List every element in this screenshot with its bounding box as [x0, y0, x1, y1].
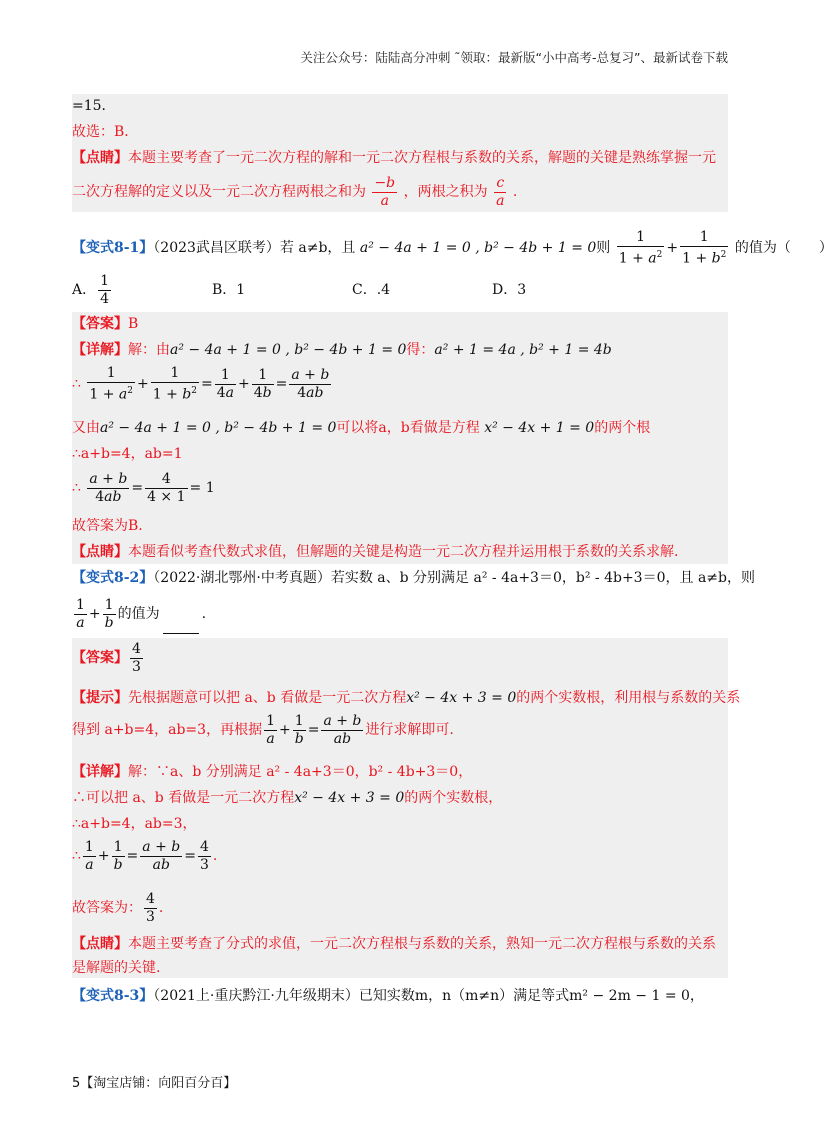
variant-8-1-question	[72, 228, 833, 308]
question-line	[72, 986, 704, 1006]
therefore-symbol: ∴	[72, 480, 81, 496]
hint-text: 进行求解即可.	[365, 722, 454, 738]
question-text: 的值为（ ）	[734, 240, 833, 256]
note-line	[72, 542, 678, 562]
detail-line-5: 故答案为： $\frac{4}{3}$ .	[72, 890, 164, 925]
prev-note-line-1	[72, 148, 716, 168]
question-text: （2021上·重庆黔江·九年级期末）已知实数m，n（m≠n）满足等式m² − 2m − 1 = 0，	[153, 988, 704, 1004]
option-d[interactable]: D．3	[492, 282, 527, 298]
note-text: 本题看似考查代数式求值，但解题的关键是构造一元二次方程并运用根于系数的关系求解.	[128, 544, 679, 560]
prev-line-1: =15．	[72, 98, 116, 114]
fraction-neg-b-over-a: $\frac{-b}{a}$	[374, 174, 396, 209]
detail-text: 解：∵a、b 分别满足 a² - 4a+3＝0，b² - 4b+3＝0，	[128, 764, 473, 780]
hint-tag: 【提示】	[72, 690, 128, 706]
answer-line	[72, 314, 138, 334]
page-header: 关注公众号：陆陆高分冲刺 ˜领取：最新版“小中高考-总复习”、最新试卷下载	[300, 50, 728, 65]
prev-line-2: 故选：B．	[72, 124, 139, 140]
variant-8-2-solution	[72, 638, 741, 978]
detail-line-1	[72, 762, 472, 782]
page-footer: 5【淘宝店铺：向阳百分百】	[72, 1076, 237, 1091]
equation: a² − 4a + 1 = 0 , b² − 4b + 1 = 0	[170, 342, 407, 358]
note-line-2: 是解题的关键.	[72, 960, 161, 976]
hint-line-2: 得到 a+b=4，ab=3，再根据 $\frac{1}{a}$ + $\frac{1}{b}$ = $\frac{a + b}{ab}$ 进行求解即可.	[72, 712, 454, 747]
answer-fraction: $\frac{4}{3}$	[132, 640, 141, 675]
result: = 1	[189, 480, 215, 496]
note-text: 二次方程解的定义以及一元二次方程两根之和为	[72, 184, 366, 200]
question-text: （2022·湖北鄂州·中考真题）若实数 a、b 分别满足 a² - 4a+3＝0，b² - 4b+3＝0，且 a≠b，则	[153, 570, 755, 586]
detail-text: 得：	[406, 342, 435, 358]
equation: a² − 4a + 1 = 0 , b² − 4b + 1 = 0	[100, 420, 337, 436]
variant-tag: 【变式8-1】	[72, 240, 154, 256]
hint-line-1	[72, 688, 740, 708]
detail-line-2: ∴ $\frac{1}{1 + a^2}$ + $\frac{1}{1 + b^2}$ = $\frac{1}{4a}$ + $\frac{1}{4b}$ = $\frac{a + b}{4ab}$	[72, 364, 330, 403]
detail-line-4: ∴ $\frac{1}{a}$ + $\frac{1}{b}$ = $\frac{a + b}{ab}$ = $\frac{4}{3}$ .	[72, 838, 218, 873]
detail-line-2	[72, 788, 502, 808]
option-b[interactable]: B．1	[212, 282, 246, 298]
equation: x² − 4x + 1 = 0	[484, 420, 595, 436]
note-tag: 【点睛】	[72, 544, 128, 560]
fraction-c-over-a: $\frac{c}{a}$	[496, 174, 505, 209]
variant-8-3-question	[72, 984, 728, 1012]
fraction-1-4: $\frac{1}{4}$	[100, 272, 110, 307]
fraction-expr: $\frac{1}{1 + a^2}$	[618, 228, 663, 267]
detail-text: 解：由	[128, 342, 170, 358]
detail-tag: 【详解】	[72, 342, 128, 358]
note-text: 本题主要考查了分式的求值，一元二次方程根与系数的关系，熟知一元二次方程根与系数的关系	[128, 936, 716, 952]
hint-text: 先根据题意可以把 a、b 看做是一元二次方程	[128, 690, 407, 706]
note-tag: 【点睛】	[72, 150, 128, 166]
question-line: 【变式8-1】（2023武昌区联考）若 a≠b，且 a² − 4a + 1 = 0 , b² − 4b + 1 = 0则 $\frac{1}{1 + a^2}$ + $\frac{1}{1 + b^2}$ 的值为（ ）	[72, 228, 833, 267]
equation: x² − 4x + 3 = 0	[406, 690, 517, 706]
equation: x² − 4x + 3 = 0	[294, 790, 405, 806]
detail-line-6: 故答案为B.	[72, 518, 143, 534]
detail-tag: 【详解】	[72, 764, 128, 780]
question-text: .	[201, 606, 207, 622]
variant-8-2-question	[72, 566, 755, 634]
hint-text: 得到 a+b=4，ab=3，再根据	[72, 722, 263, 738]
detail-text: 又由	[72, 420, 100, 436]
question-text: 的值为	[117, 606, 160, 622]
option-a[interactable]	[72, 272, 113, 308]
option-label: A．	[72, 282, 97, 298]
detail-line-3	[72, 418, 650, 438]
prev-solution-block	[72, 94, 728, 212]
detail-line-1	[72, 340, 612, 360]
option-c[interactable]: C．.4	[352, 282, 391, 298]
fraction-expr: $\frac{1}{1 + b^2}$	[682, 228, 727, 267]
note-line-1	[72, 934, 716, 954]
question-text: 则	[596, 240, 611, 256]
note-tag: 【点睛】	[72, 936, 128, 952]
question-line-2: $\frac{1}{a}$ + $\frac{1}{b}$ 的值为 .	[72, 594, 206, 634]
detail-text: ∴可以把 a、b 看做是一元二次方程	[72, 790, 295, 806]
equation: a² + 1 = 4a , b² + 1 = 4b	[434, 342, 612, 358]
variant-tag: 【变式8-2】	[72, 570, 154, 586]
question-line	[72, 568, 755, 588]
detail-line-4: ∴a+b=4，ab=1	[72, 446, 183, 462]
answer-tag: 【答案】	[72, 650, 128, 666]
variant-8-1-solution	[72, 312, 728, 564]
detail-line-3: ∴a+b=4，ab=3，	[72, 816, 197, 832]
detail-text: 可以将a，b看做是方程	[336, 420, 480, 436]
detail-text: 故答案为：	[72, 900, 142, 916]
question-text: （2023武昌区联考）若 a≠b，且	[153, 240, 356, 256]
hint-text: 的两个实数根，利用根与系数的关系	[516, 690, 741, 706]
variant-tag: 【变式8-3】	[72, 988, 154, 1004]
equation: a² − 4a + 1 = 0 , b² − 4b + 1 = 0	[359, 240, 597, 256]
detail-text: 的两个根	[594, 420, 651, 436]
detail-line-5: ∴ $\frac{a + b}{4ab}$ = $\frac{4}{4 \times 1}$ = 1	[72, 470, 215, 505]
answer-tag: 【答案】	[72, 316, 128, 332]
prev-note-line-2	[72, 174, 517, 210]
answer-blank[interactable]	[163, 633, 199, 634]
note-text: 本题主要考查了一元二次方程的解和一元二次方程根与系数的关系，解题的关键是熟练掌握一元	[128, 150, 716, 166]
therefore-symbol: ∴	[72, 376, 81, 392]
note-text: .	[512, 184, 518, 200]
note-text: ，两根之积为	[403, 184, 488, 200]
answer-value: B	[128, 316, 139, 332]
answer-line	[72, 638, 145, 678]
detail-text: 的两个实数根，	[404, 790, 503, 806]
